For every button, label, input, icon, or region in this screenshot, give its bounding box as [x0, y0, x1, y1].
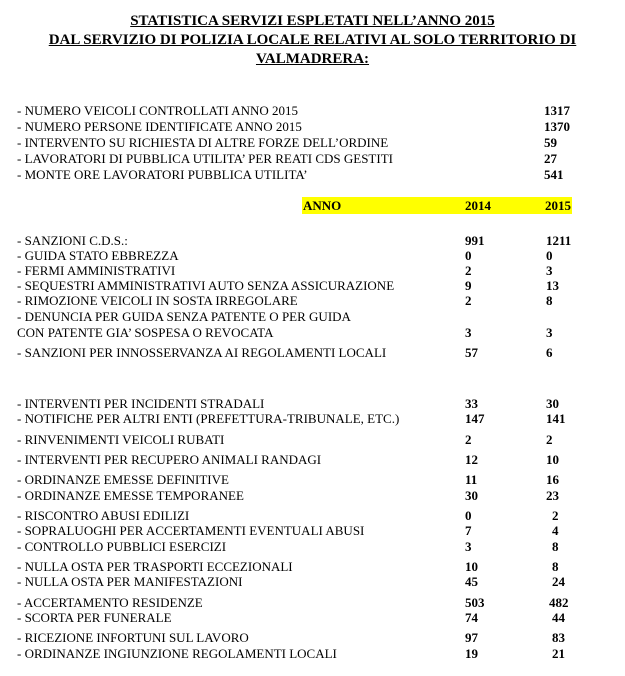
table-row: [17, 293, 617, 309]
row-value-2014: 503: [465, 595, 485, 610]
row-label: - ORDINANZE EMESSE DEFINITIVE: [17, 472, 229, 487]
table-row: [17, 630, 617, 646]
table-row: [17, 233, 617, 249]
row-value-2015: 4: [552, 523, 559, 538]
row-value-2014: 74: [465, 610, 478, 625]
summary-row: [17, 103, 617, 119]
row-value-2014: 2: [465, 293, 472, 308]
document-title: [0, 12, 625, 69]
title-line-1: STATISTICA SERVIZI ESPLETATI NELL’ANNO 2015: [130, 13, 495, 29]
row-label: - SANZIONI C.D.S.:: [17, 233, 128, 248]
row-label: - SCORTA PER FUNERALE: [17, 610, 172, 625]
title-line-3: VALMADRERA:: [255, 51, 370, 67]
table-row: [17, 523, 617, 539]
row-value-2014: 19: [465, 646, 478, 661]
row-label: - NULLA OSTA PER TRASPORTI ECCEZIONALI: [17, 559, 293, 574]
row-label: - NOTIFICHE PER ALTRI ENTI (PREFETTURA-TRIBUNALE, ETC.): [17, 411, 400, 426]
row-value-2014: 11: [465, 472, 478, 487]
row-label: - ORDINANZE INGIUNZIONE REGOLAMENTI LOCALI: [17, 646, 337, 661]
row-value-2014: 0: [465, 508, 472, 523]
year-header: [302, 197, 572, 214]
summary-label: - LAVORATORI DI PUBBLICA UTILITA’ PER REATI CDS GESTITI: [17, 151, 393, 166]
header-year-2014: 2014: [465, 198, 491, 213]
row-value-2015: 6: [546, 345, 553, 360]
summary-value: 59: [544, 135, 557, 150]
table-row: [17, 278, 617, 294]
summary-row: [17, 151, 617, 167]
summary-label: - MONTE ORE LAVORATORI PUBBLICA UTILITA’: [17, 167, 308, 182]
row-label: - RISCONTRO ABUSI EDILIZI: [17, 508, 190, 523]
table-row: [17, 559, 617, 575]
row-label: - SOPRALUOGHI PER ACCERTAMENTI EVENTUALI ABUSI: [17, 523, 365, 538]
row-value-2014: 7: [465, 523, 472, 538]
row-value-2015: 44: [552, 610, 565, 625]
row-value-2014: 2: [465, 432, 472, 447]
row-value-2015: 141: [546, 411, 566, 426]
row-value-2014: 30: [465, 488, 478, 503]
row-label: - INTERVENTI PER RECUPERO ANIMALI RANDAGI: [17, 452, 322, 467]
summary-row: [17, 135, 617, 151]
row-label: - SANZIONI PER INNOSSERVANZA AI REGOLAMENTI LOCALI: [17, 345, 387, 360]
row-value-2015: 24: [552, 574, 565, 589]
row-value-2015: 2: [552, 508, 559, 523]
row-value-2015: 10: [546, 452, 559, 467]
row-value-2014: 97: [465, 630, 478, 645]
row-value-2015: 8: [546, 293, 553, 308]
row-label: - ORDINANZE EMESSE TEMPORANEE: [17, 488, 244, 503]
row-value-2014: 12: [465, 452, 478, 467]
row-value-2014: 33: [465, 396, 478, 411]
table-row: [17, 411, 617, 427]
row-label: - RIMOZIONE VEICOLI IN SOSTA IRREGOLARE: [17, 293, 298, 308]
row-value-2015: 3: [546, 325, 553, 340]
table-row: [17, 610, 617, 626]
row-value-2015: 1211: [546, 233, 572, 248]
row-value-2014: 57: [465, 345, 478, 360]
row-value-2014: 9: [465, 278, 472, 293]
summary-label: - NUMERO PERSONE IDENTIFICATE ANNO 2015: [17, 119, 302, 134]
table-row: [17, 595, 617, 611]
table-row: [17, 574, 617, 590]
row-value-2015: 3: [546, 263, 553, 278]
row-value-2014: 10: [465, 559, 478, 574]
row-value-2015: 8: [552, 559, 559, 574]
table-row: [17, 488, 617, 504]
row-value-2015: 8: [552, 539, 559, 554]
row-value-2014: 147: [465, 411, 485, 426]
table-row: [17, 309, 617, 341]
row-value-2014: 2: [465, 263, 472, 278]
table-row: [17, 345, 617, 361]
row-label: - RICEZIONE INFORTUNI SUL LAVORO: [17, 630, 249, 645]
summary-label: - NUMERO VEICOLI CONTROLLATI ANNO 2015: [17, 103, 299, 118]
table-row: [17, 248, 617, 264]
table-row: [17, 396, 617, 412]
row-label: - RINVENIMENTI VEICOLI RUBATI: [17, 432, 225, 447]
title-line-2: DAL SERVIZIO DI POLIZIA LOCALE RELATIVI AL SOLO TERRITORIO DI: [48, 32, 577, 48]
summary-value: 541: [544, 167, 564, 182]
row-label: - CONTROLLO PUBBLICI ESERCIZI: [17, 539, 227, 554]
row-value-2015: 16: [546, 472, 559, 487]
header-anno: ANNO: [303, 198, 342, 213]
row-value-2014: 0: [465, 248, 472, 263]
row-label: - INTERVENTI PER INCIDENTI STRADALI: [17, 396, 265, 411]
table-row: [17, 452, 617, 468]
row-label: - NULLA OSTA PER MANIFESTAZIONI: [17, 574, 243, 589]
row-value-2014: 991: [465, 233, 485, 248]
summary-value: 1370: [544, 119, 570, 134]
row-value-2015: 0: [546, 248, 553, 263]
row-value-2015: 482: [549, 595, 569, 610]
row-value-2015: 23: [546, 488, 559, 503]
table-row: [17, 539, 617, 555]
summary-value: 27: [544, 151, 557, 166]
row-label: - DENUNCIA PER GUIDA SENZA PATENTE O PER GUIDA: [17, 309, 351, 324]
header-year-2015: 2015: [545, 198, 571, 213]
row-label: - ACCERTAMENTO RESIDENZE: [17, 595, 203, 610]
row-value-2015: 30: [546, 396, 559, 411]
row-value-2015: 83: [552, 630, 565, 645]
summary-row: [17, 167, 617, 183]
table-row: [17, 508, 617, 524]
row-value-2015: 13: [546, 278, 559, 293]
row-label: - SEQUESTRI AMMINISTRATIVI AUTO SENZA ASSICURAZIONE: [17, 278, 395, 293]
row-value-2014: 45: [465, 574, 478, 589]
summary-label: - INTERVENTO SU RICHIESTA DI ALTRE FORZE DELL’ORDINE: [17, 135, 389, 150]
summary-row: [17, 119, 617, 135]
row-label-continued: CON PATENTE GIA’ SOSPESA O REVOCATA: [17, 325, 274, 340]
row-label: - FERMI AMMINISTRATIVI: [17, 263, 176, 278]
row-value-2014: 3: [465, 539, 472, 554]
summary-value: 1317: [544, 103, 570, 118]
row-label: - GUIDA STATO EBBREZZA: [17, 248, 179, 263]
row-value-2015: 21: [552, 646, 565, 661]
table-row: [17, 263, 617, 279]
table-row: [17, 432, 617, 448]
table-row: [17, 646, 617, 662]
row-value-2015: 2: [546, 432, 553, 447]
row-value-2014: 3: [465, 325, 472, 340]
table-row: [17, 472, 617, 488]
